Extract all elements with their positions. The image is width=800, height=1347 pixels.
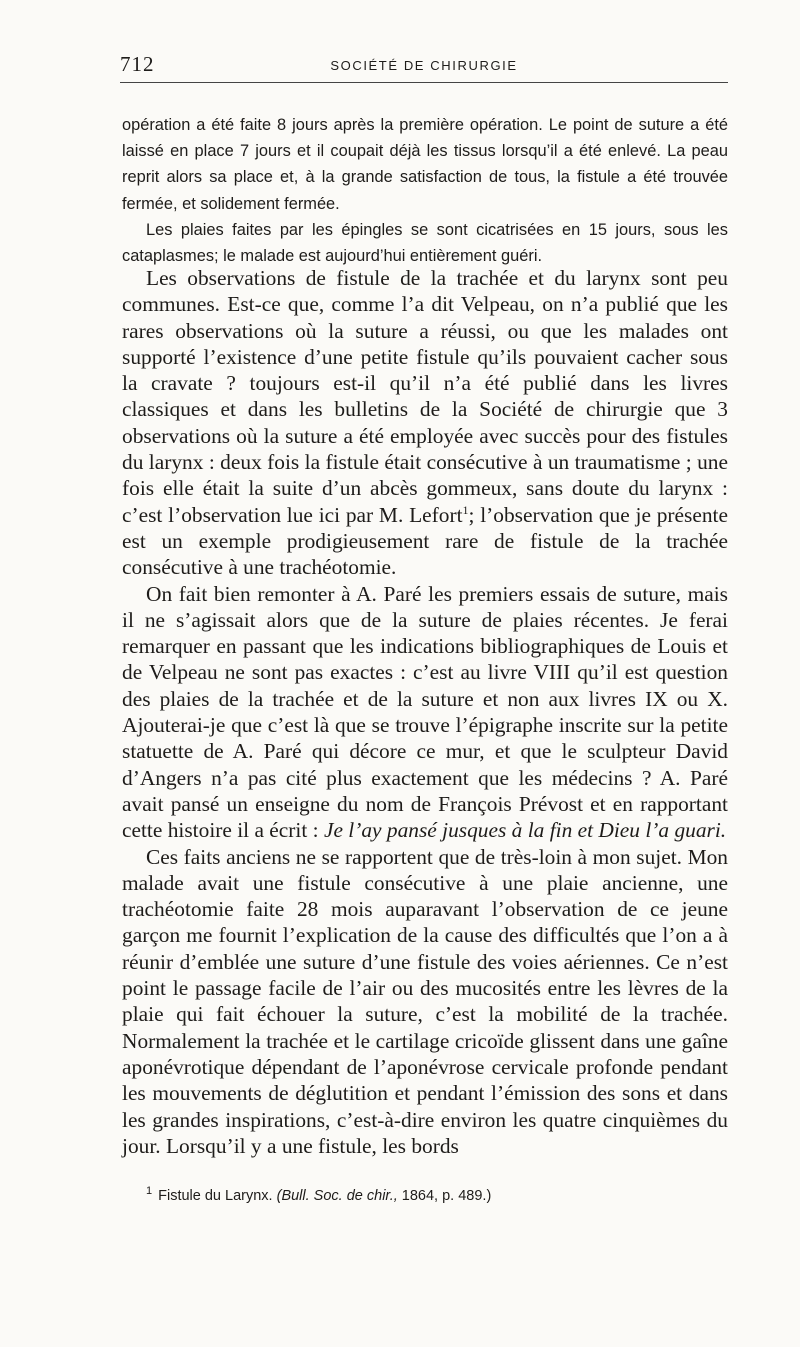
page-number: 712	[120, 52, 155, 76]
small-print-section	[122, 112, 728, 269]
body-paragraph-2	[122, 581, 728, 844]
footnote-text: Fistule du Larynx.	[158, 1188, 273, 1204]
small-paragraph-1: opération a été faite 8 jours après la première opération. Le point de suture a été laissé en place 7 jours et il coupait déjà les tissus lorsqu’il a été enlevé. La peau reprit alors sa place et, à la grande satisfaction de tous, la fistule a été trouvée fermée, et solidement fermée.	[122, 116, 728, 213]
footnote-reference: 1	[462, 502, 469, 517]
body-paragraph-1-text: Les observations de fistule de la trachée et du larynx sont peu communes. Est-ce que, comme l’a dit Velpeau, on n’a publié que les rares observations où la suture a réussi, ou que les malades ont supporté l’existence d’une petite fistule qu’ils pouvaient cacher sous la cravate ? toujours est-il qu’il n’a été publié dans les livres classiques et dans les bulletins de la Société de chirurgie que 3 observations où la suture a été employée avec succès pour des fistules du larynx : deux fois la fistule était consécutive à un traumatisme ; une fois elle était la suite d’un abcès gommeux, sans doute du larynx : c’est l’observation lue ici par M. Lefort	[122, 266, 728, 527]
small-paragraph-2: Les plaies faites par les épingles se sont cicatrisées en 15 jours, sous les cataplasmes; le malade est aujourd’hui entièrement guéri.	[122, 220, 728, 266]
footnote-citation: (Bull. Soc. de chir.,	[276, 1188, 398, 1204]
running-title: SOCIÉTÉ DE CHIRURGIE	[330, 58, 518, 73]
footnote-mark: 1	[146, 1185, 153, 1198]
body-paragraph-1-continuation: ; l’observation que je présente est un exemple prodigieusement rare de fistule de la trachée consécutive à une trachéotomie.	[122, 502, 728, 580]
body-paragraph-2-text: On fait bien remonter à A. Paré les premiers essais de suture, mais il ne s’agissait alors que de la suture de plaies récentes. Je ferai remarquer en passant que les indications bibliographiques de Louis et de Velpeau ne sont pas exactes : c’est au livre VIII qu’il est question des plaies de la trachée et de la suture et non aux livres IX ou X. Ajouterai-je que c’est là que se trouve l’épigraphe inscrite sur la petite statuette de A. Paré qui décore ce mur, et que le sculpteur David d’Angers n’a pas cité plus exactement que les médecins ? A. Paré avait pansé un enseigne du nom de François Prévost et en rapportant cette histoire il a écrit :	[122, 581, 728, 843]
body-paragraph-3: Ces faits anciens ne se rapportent que de très-loin à mon sujet. Mon malade avait une fistule consécutive à une plaie ancienne, une trachéotomie faite 28 mois auparavant l’observation de ce jeune garçon me fournit l’explication de la cause des difficultés que l’on a à réunir d’emblée une suture d’une fistule des voies aériennes. Ce n’est point le passage facile de l’air ou des mucosités entre les lèvres de la plaie qui fait échouer la suture, c’est la mobilité de la trachée. Normalement la trachée et le cartilage cricoïde glissent dans une gaîne aponévrotique dépendant de l’aponévrose cervicale profonde pendant les mouvements de déglutition et pendant l’émission des sons et dans les grandes inspirations, c’est-à-dire environ les quatre cinquièmes du jour. Lorsqu’il y a une fistule, les bords	[122, 844, 728, 1158]
body-paragraph-1	[122, 265, 728, 581]
page-header	[120, 52, 728, 83]
main-body-text	[122, 265, 728, 1159]
pare-quote: Je l’ay pansé jusques à la fin et Dieu l’a guari.	[323, 818, 727, 843]
footnote-year-page: 1864, p. 489.)	[401, 1188, 492, 1204]
footnote	[146, 1186, 706, 1206]
